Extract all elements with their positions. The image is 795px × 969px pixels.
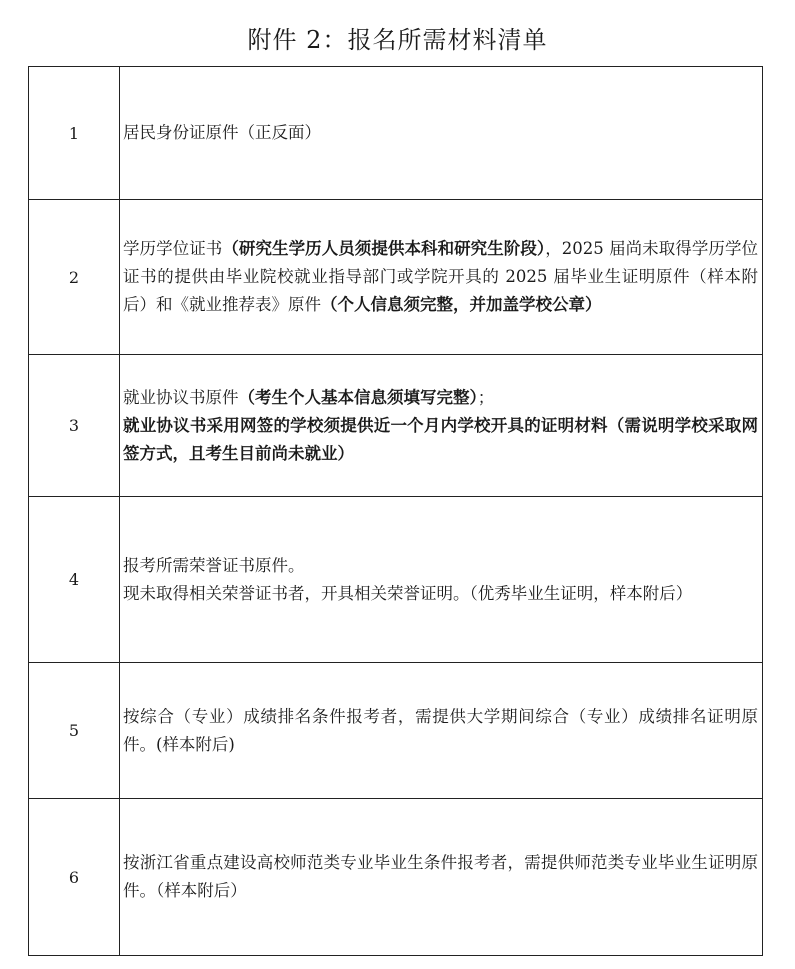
material-description bbox=[120, 799, 763, 956]
material-description bbox=[120, 67, 763, 200]
material-text: 居民身份证原件（正反面） bbox=[123, 123, 321, 142]
table-row bbox=[29, 663, 763, 799]
row-number: 3 bbox=[29, 355, 120, 497]
material-note-bold: （研究生学历人员须提供本科和研究生阶段） bbox=[222, 239, 546, 258]
material-note-bold: 就业协议书采用网签的学校须提供近一个月内学校开具的证明材料（需说明学校采取网签方式，且考生目前尚未就业） bbox=[123, 415, 758, 463]
material-description bbox=[120, 200, 763, 355]
material-text: ； bbox=[477, 387, 495, 407]
table-row bbox=[29, 200, 763, 355]
material-note-bold: （考生个人基本信息须填写完整） bbox=[238, 387, 478, 407]
materials-table bbox=[28, 66, 763, 956]
material-description bbox=[120, 663, 763, 799]
table-row bbox=[29, 67, 763, 200]
table-row bbox=[29, 799, 763, 956]
material-text: 学历学位证书 bbox=[123, 239, 223, 258]
row-number: 6 bbox=[29, 799, 120, 956]
material-text: 报考所需荣誉证书原件。 bbox=[123, 555, 305, 575]
row-number: 4 bbox=[29, 497, 120, 663]
material-text: 就业协议书原件 bbox=[123, 387, 239, 407]
table-row bbox=[29, 497, 763, 663]
material-description bbox=[120, 355, 763, 497]
material-description bbox=[120, 497, 763, 663]
material-note-bold: （个人信息须完整，并加盖学校公章） bbox=[321, 295, 602, 314]
row-number: 1 bbox=[29, 67, 120, 200]
table-row bbox=[29, 355, 763, 497]
material-text: ，2025 届尚未取得学历学位证书的提供由毕业院校就业指导部门或学院开具的 2025 届毕业生证明原件（样本附后）和《就业推荐表》原件 bbox=[123, 239, 759, 314]
material-text: 按综合（专业）成绩排名条件报考者，需提供大学期间综合（专业）成绩排名证明原件。(样本附后) bbox=[123, 706, 758, 754]
row-number: 2 bbox=[29, 200, 120, 355]
row-number: 5 bbox=[29, 663, 120, 799]
document-title: 附件 2：报名所需材料清单 bbox=[247, 26, 548, 54]
material-text: 按浙江省重点建设高校师范类专业毕业生条件报考者，需提供师范类专业毕业生证明原件。（样本附后） bbox=[123, 853, 758, 900]
material-text: 现未取得相关荣誉证书者，开具相关荣誉证明。（优秀毕业生证明，样本附后） bbox=[123, 583, 693, 603]
